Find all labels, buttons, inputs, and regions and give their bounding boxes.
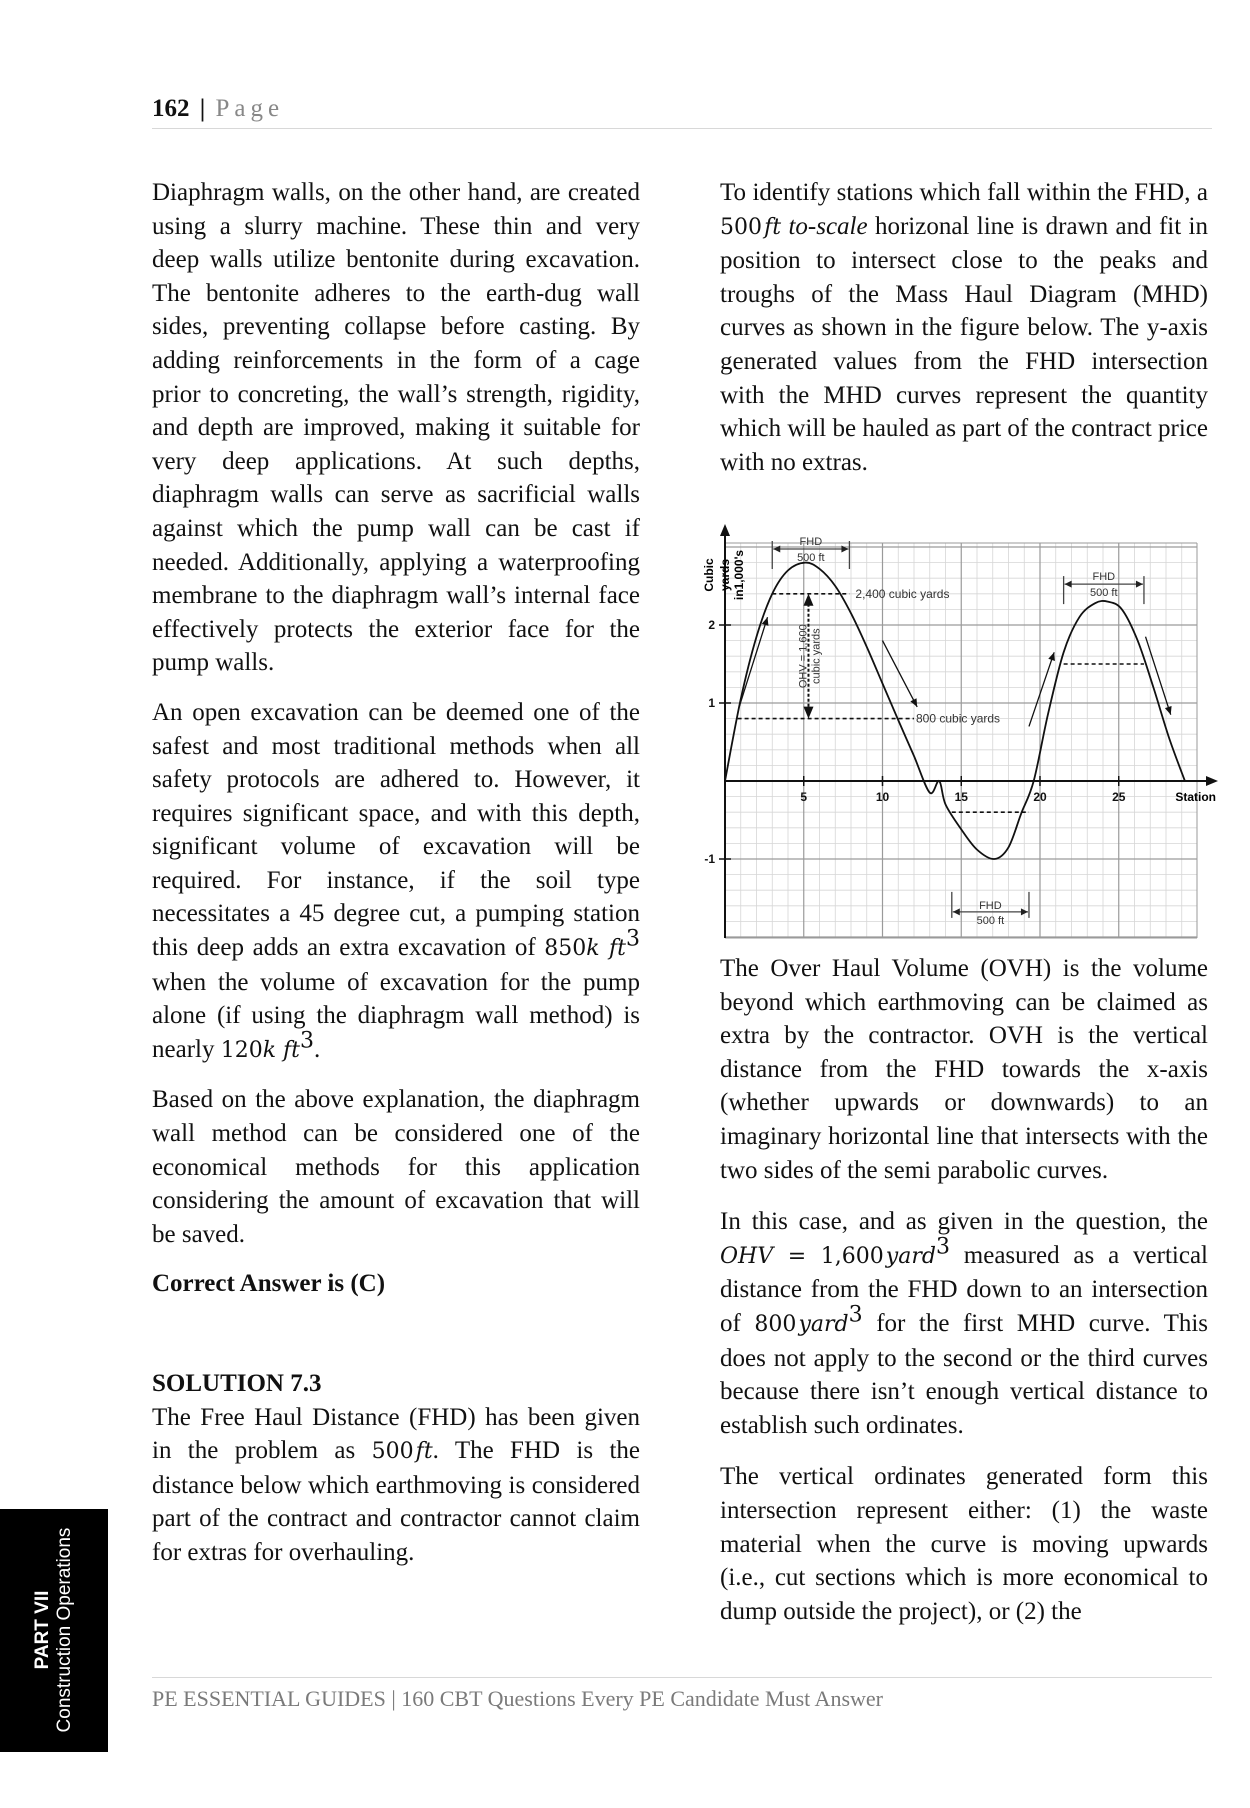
arrow-left-icon [953, 908, 960, 915]
page-footer: PE ESSENTIAL GUIDES | 160 CBT Questions Every PE Candidate Must Answer [152, 1686, 883, 1711]
math-number: 500 [371, 1439, 414, 1465]
ohv-label-line2: cubic yards [810, 628, 823, 685]
paragraph-open-excavation [152, 696, 640, 1068]
math-exponent: 3 [848, 1302, 863, 1328]
text: An open excavation can be deemed one of the safest and most traditional methods when all safety protocols are adhered to. However, it requires significant space, and with this depth, significant volume of excavation will be required. For instance, if the soil type necessitates a 45 degree cut, a pumping station this deep adds an extra excavation of [152, 698, 640, 962]
header-separator: | [199, 95, 206, 122]
chart-labels [702, 550, 1216, 804]
y-axis-label-line1: Cubic [702, 558, 716, 592]
text: measured as a vertical distance from the FHD down to an intersection of [720, 1241, 1208, 1337]
x-tick-label: 5 [800, 790, 808, 804]
y-tick-label: 1 [708, 696, 715, 710]
x-tick-label: 15 [954, 790, 968, 804]
math-equals: = [773, 1243, 821, 1269]
math-variable: OHV [720, 1243, 774, 1269]
level-label-2400: 2,400 cubic yards [855, 586, 950, 601]
x-tick-label: 25 [1112, 790, 1126, 804]
level-label-800: 800 cubic yards [916, 711, 1001, 726]
fhd-distance-label: 500 ft [797, 552, 825, 564]
math-unit: yard [885, 1243, 936, 1269]
mhd-chart-svg [700, 520, 1220, 950]
header-rule [152, 128, 1212, 129]
arrow-up-icon [803, 594, 813, 606]
fhd-label: FHD [799, 536, 823, 548]
text: The Free Haul Distance (FHD) has been given in the problem as [152, 1403, 640, 1465]
paragraph-identify-stations [720, 176, 1208, 479]
y-axis-label-line2: yards [718, 558, 732, 592]
text: when the volume of excavation for the pump alone (if using the diaphragm wall method) is nearly [152, 968, 640, 1063]
fhd-distance-label: 500 ft [976, 914, 1005, 927]
side-tab-text [32, 1528, 76, 1733]
flow-arrowhead-icon [1048, 652, 1055, 661]
paragraph-fhd [152, 1401, 640, 1570]
fhd-label: FHD [979, 899, 1002, 912]
math-unit: k ft [586, 936, 626, 962]
y-axis-arrow-icon [720, 524, 730, 536]
right-column-top [720, 176, 1208, 479]
y-axis-label-line3: in1,000's [732, 549, 746, 601]
page-label: Page [215, 95, 285, 122]
page-header [152, 94, 284, 124]
part-side-tab [0, 1509, 108, 1752]
paragraph-vertical-ordinates: The vertical ordinates generated form this intersection represent either: (1) the waste material when the curve is moving upwards (i.e., cut sections which is more economical to dump outside the project), or (2) the [720, 1463, 1208, 1625]
ohv-label-line1: OHV = 1,600 [797, 624, 810, 689]
math-number: 120 [220, 1037, 263, 1063]
text: To identify stations which fall within the FHD, a [720, 179, 1208, 206]
text: In this case, and as given in the question, the [720, 1208, 1208, 1236]
math-unit: ft [764, 214, 782, 240]
x-axis-label: Station [1175, 790, 1216, 804]
arrow-right-icon [1136, 581, 1143, 588]
right-column-bottom [720, 952, 1208, 1628]
solution-title: SOLUTION 7.3 [152, 1370, 322, 1397]
footer-rule [152, 1677, 1212, 1678]
arrow-left-icon [1065, 581, 1072, 588]
math-unit: yard [798, 1311, 849, 1337]
paragraph-ohv-case [720, 1205, 1208, 1442]
text: horizonal line is drawn and fit in position to intersect close to the peaks and troughs of the Mass Haul Diagram (MHD) curves as shown in the figure below. The y-axis generated values from the FHD intersection with the MHD curves represent the quantity which will be hauled as part of the contract price with no extras. [720, 212, 1209, 476]
math-unit: ft [415, 1439, 433, 1465]
x-tick-label: 20 [1033, 790, 1047, 804]
text: for the first MHD curve. This does not apply to the second or the third curves because there isn’t enough vertical distance to establish such ordinates. [720, 1309, 1209, 1439]
fhd-label: FHD [1092, 571, 1116, 584]
mass-haul-diagram [700, 520, 1220, 950]
part-label: PART VII [32, 1590, 53, 1670]
page-number: 162 [152, 95, 190, 122]
flow-arrow-line [739, 617, 767, 707]
fhd-distance-label: 500 ft [1090, 587, 1118, 600]
math-number: 500 [720, 214, 762, 240]
x-axis-arrow-icon [1206, 776, 1218, 786]
x-tick-label: 10 [875, 790, 890, 804]
math-number: 800 [754, 1311, 797, 1337]
text: . The FHD is the distance below which earthmoving is considered part of the contract and contractor cannot claim for extras for overhauling. [152, 1437, 640, 1566]
left-column [152, 176, 640, 1570]
paragraph-conclusion: Based on the above explanation, the diaphragm wall method can be considered one of the economical methods for this application considering the amount of excavation that will be saved. [152, 1086, 640, 1248]
section-label: Construction Operations [54, 1527, 75, 1733]
correct-answer: Correct Answer is (C) [152, 1270, 386, 1298]
fhd-brackets [772, 536, 1144, 927]
y-tick-label: 2 [708, 618, 715, 632]
math-number: 1,600 [820, 1243, 884, 1269]
math-exponent: 3 [626, 926, 640, 952]
math-unit: k ft [262, 1037, 301, 1063]
grid-major [725, 543, 1197, 938]
italic-term: to-scale [788, 212, 868, 240]
arrow-down-icon [803, 707, 813, 719]
y-tick-label: -1 [704, 852, 715, 866]
math-exponent: 3 [300, 1028, 315, 1054]
math-number: 850 [544, 936, 587, 962]
paragraph-ovh-definition: The Over Haul Volume (OVH) is the volume beyond which earthmoving can be claimed as extra by the contractor. OVH is the vertical distance from the FHD towards the x-axis (whether upwards or downwards) to an imaginary horizontal line that intersects with the two sides of the semi parabolic curves. [720, 955, 1208, 1184]
spacer [152, 1301, 640, 1353]
text: . [314, 1035, 321, 1063]
math-exponent: 3 [935, 1234, 950, 1260]
flow-arrow-line [1029, 652, 1054, 726]
paragraph-diaphragm-walls: Diaphragm walls, on the other hand, are created using a slurry machine. These thin and very deep walls utilize bentonite during excavation. The bentonite adheres to the earth-dug wall sides, preventing collapse before casting. By adding reinforcements in the form of a cage prior to concreting, the wall’s strength, rigidity, and depth are improved, making it suitable for very deep applications. At such depths, diaphragm walls can serve as sacrificial walls against which the pump wall can be cast if needed. Additionally, applying a waterproofing membrane to the diaphragm wall’s internal face effectively protects the exterior face for the pump walls. [152, 179, 640, 677]
